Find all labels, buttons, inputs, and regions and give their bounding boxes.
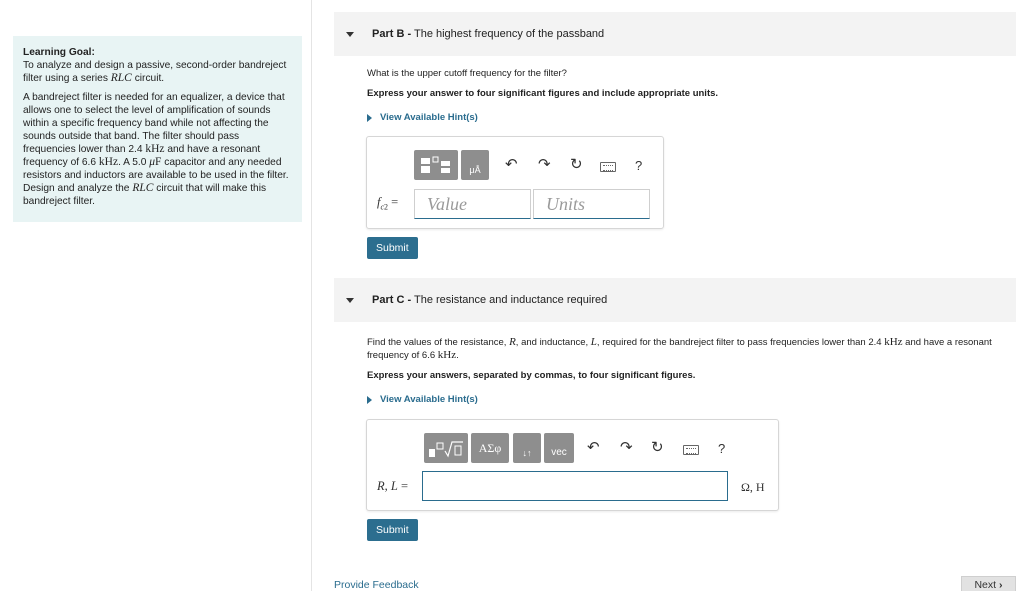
redo-icon[interactable]: ↷ [620, 439, 633, 456]
r-l-input[interactable] [423, 472, 727, 500]
undo-icon[interactable]: ↶ [505, 156, 518, 173]
part-c-hint-link[interactable]: View Available Hint(s) [367, 394, 478, 405]
part-c-question: Find the values of the resistance, R, and inductance, L, required for the bandreject filter to pass frequencies lower than 2.4 kHz and have a resonant frequency of 6.6 kHz. [367, 336, 992, 361]
part-c-title: Part C - The resistance and inductance required [372, 294, 608, 306]
learning-goal-panel [13, 36, 302, 222]
r-l-field[interactable] [422, 471, 728, 501]
redo-icon[interactable]: ↷ [538, 156, 551, 173]
expand-triangle-icon [367, 396, 372, 404]
part-c-instruction: Express your answers, separated by commas, to four significant figures. [367, 370, 696, 381]
units-label: Ω, H [741, 480, 765, 494]
collapse-caret-icon[interactable] [346, 32, 354, 37]
part-b-hint-link[interactable]: View Available Hint(s) [367, 112, 478, 123]
arrow-tool-button[interactable] [513, 433, 541, 463]
units-input[interactable] [534, 190, 649, 218]
units-field[interactable] [533, 189, 650, 219]
part-b-question: What is the upper cutoff frequency for the filter? [367, 68, 567, 79]
reset-icon[interactable]: ↻ [651, 439, 664, 456]
reset-icon[interactable]: ↻ [570, 156, 583, 173]
arrows-icon: ↓↑ [522, 448, 532, 458]
r-l-label: R, L = [377, 479, 409, 493]
fc2-label: $f_{c2}$ = [377, 195, 399, 212]
help-icon[interactable]: ? [635, 158, 643, 173]
greek-symbols-button[interactable]: ΑΣφ [471, 433, 509, 463]
keyboard-icon[interactable] [600, 162, 616, 172]
part-b-title: Part B - The highest frequency of the passband [372, 28, 605, 40]
chevron-right-icon: › [999, 579, 1003, 591]
collapse-caret-icon[interactable] [346, 298, 354, 303]
keyboard-icon[interactable] [683, 445, 699, 455]
part-b-instruction: Express your answer to four significant figures and include appropriate units. [367, 88, 719, 99]
part-c-submit-button[interactable]: Submit [367, 519, 418, 541]
part-c-answer-box [366, 419, 779, 511]
units-tool-button[interactable] [461, 150, 489, 180]
next-button[interactable]: Next › [961, 576, 1016, 591]
templates-icon [419, 154, 453, 176]
help-icon[interactable]: ? [718, 441, 726, 456]
expand-triangle-icon [367, 114, 372, 122]
provide-feedback-link[interactable]: Provide Feedback [334, 579, 419, 591]
part-c-header[interactable] [334, 278, 1016, 322]
templates-icon [427, 437, 465, 459]
part-b-answer-box [366, 136, 664, 229]
templates-button[interactable] [414, 150, 458, 180]
learning-goal-intro: To analyze and design a passive, second-order bandreject filter using a series RLC circuit. [23, 60, 287, 84]
part-b-submit-button[interactable]: Submit [367, 237, 418, 259]
part-b-header[interactable] [334, 12, 1016, 56]
left-column [0, 0, 312, 591]
learning-goal-title: Learning Goal: [23, 47, 95, 58]
templates-button[interactable] [424, 433, 468, 463]
undo-icon[interactable]: ↶ [587, 439, 600, 456]
vector-button[interactable]: vec [544, 433, 574, 463]
units-tool-icon: μÅ [469, 165, 481, 175]
value-field[interactable] [414, 189, 531, 219]
learning-goal-description: A bandreject filter is needed for an equalizer, a device that allows one to select the level of amplification of sounds within a specific frequency band while not affecting the sounds outside that band. The filter should pass frequencies lower than 2.4 kHz and have a resonant frequency of 6.6 kHz. A 5.0 μF capacitor and any needed resistors and inductors are available to be used in the filter. Design and analyze the RLC circuit that will make this bandreject filter. [23, 92, 289, 207]
value-input[interactable] [415, 190, 530, 218]
